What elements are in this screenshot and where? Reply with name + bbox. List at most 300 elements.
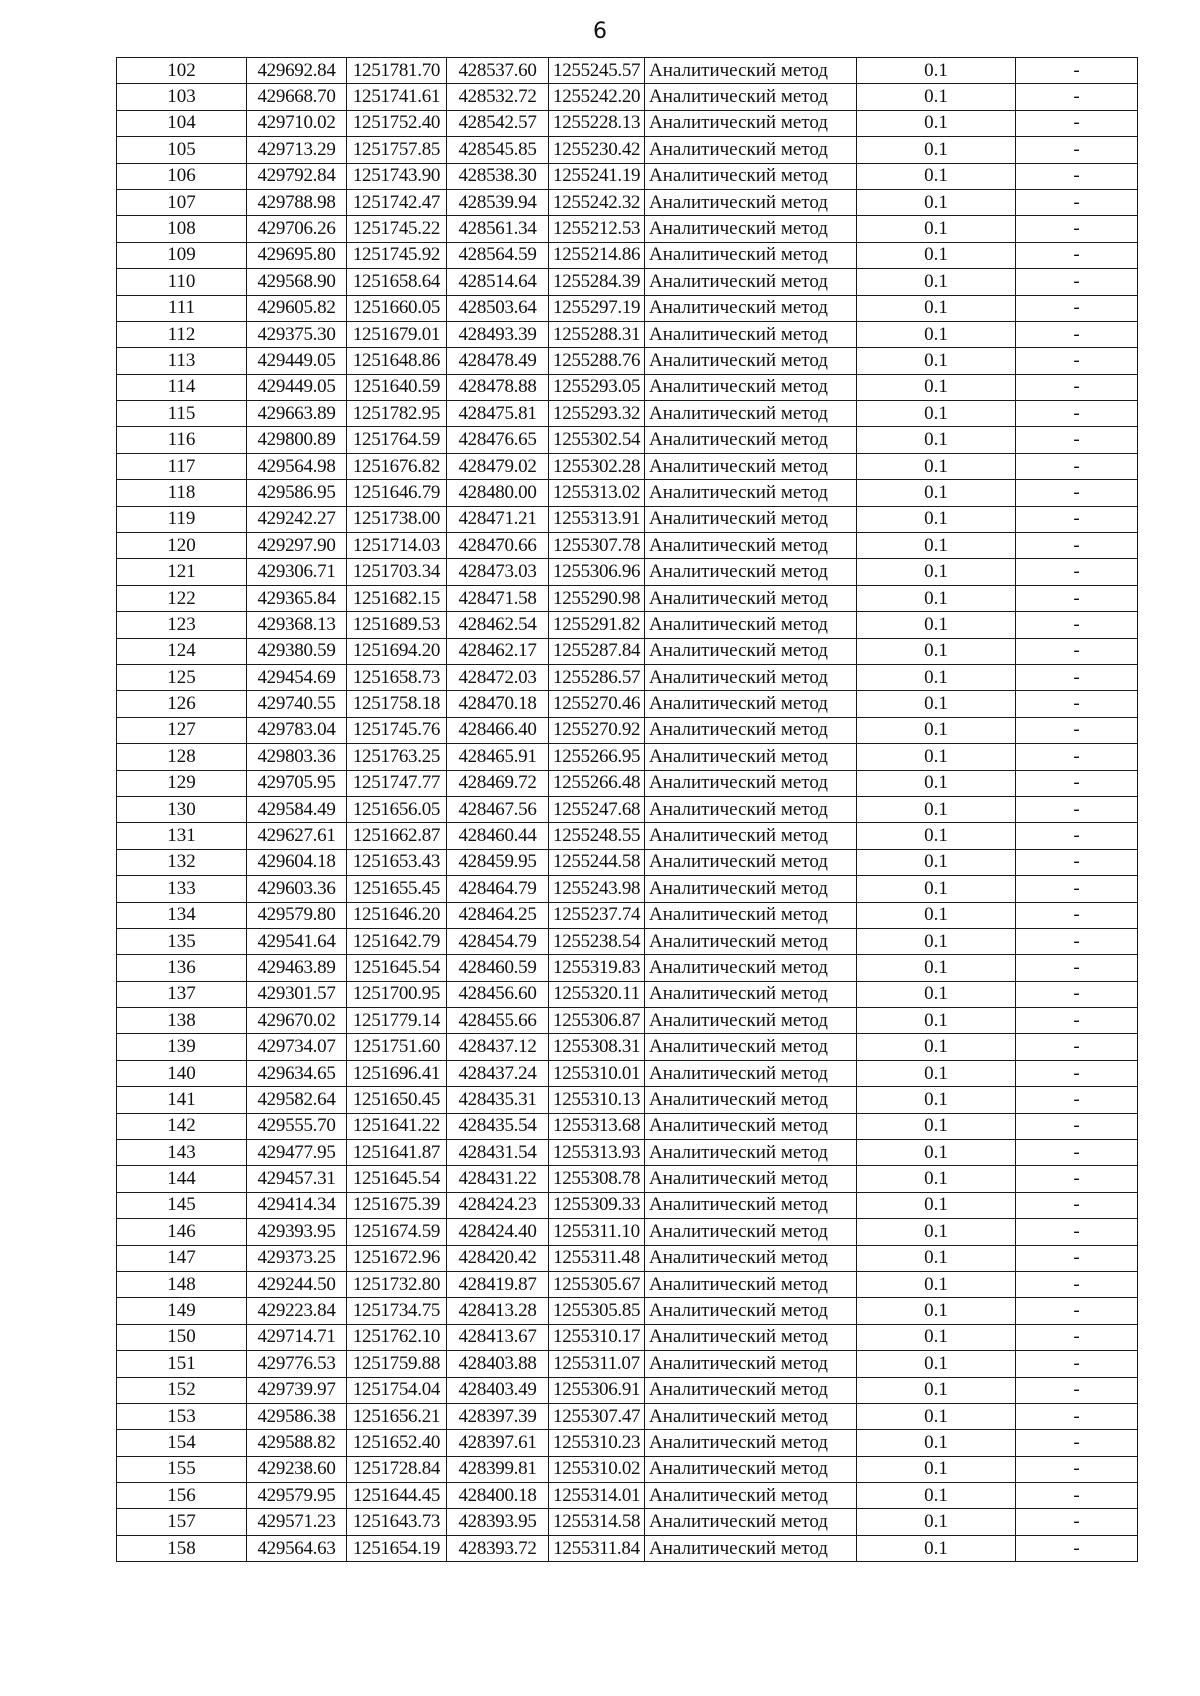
table-row [117,796,1138,822]
accuracy-cell: 0.1 [857,1245,1016,1271]
accuracy-cell: 0.1 [857,1113,1016,1139]
note-cell: - [1016,1271,1138,1297]
accuracy-cell: 0.1 [857,1060,1016,1086]
accuracy-cell: 0.1 [857,163,1016,189]
table-row [117,1271,1138,1297]
note-cell: - [1016,1377,1138,1403]
x2-cell: 428419.87 [447,1271,549,1297]
point-number-cell: 156 [117,1483,247,1509]
x2-cell: 428399.81 [447,1456,549,1482]
note-cell: - [1016,559,1138,585]
accuracy-cell: 0.1 [857,1403,1016,1429]
y1-cell: 1251655.45 [347,876,447,902]
y1-cell: 1251743.90 [347,163,447,189]
x2-cell: 428539.94 [447,189,549,215]
x1-cell: 429603.36 [247,876,347,902]
method-cell: Аналитический метод [645,110,857,136]
y2-cell: 1255245.57 [549,58,645,84]
point-number-cell: 119 [117,506,247,532]
table-row [117,110,1138,136]
x2-cell: 428455.66 [447,1008,549,1034]
method-cell: Аналитический метод [645,216,857,242]
note-cell: - [1016,1060,1138,1086]
note-cell: - [1016,1324,1138,1350]
point-number-cell: 122 [117,585,247,611]
table-row [117,1456,1138,1482]
accuracy-cell: 0.1 [857,1008,1016,1034]
accuracy-cell: 0.1 [857,295,1016,321]
point-number-cell: 150 [117,1324,247,1350]
x1-cell: 429568.90 [247,269,347,295]
note-cell: - [1016,1351,1138,1377]
x1-cell: 429792.84 [247,163,347,189]
y1-cell: 1251700.95 [347,981,447,1007]
point-number-cell: 132 [117,849,247,875]
y2-cell: 1255311.48 [549,1245,645,1271]
accuracy-cell: 0.1 [857,717,1016,743]
x2-cell: 428503.64 [447,295,549,321]
method-cell: Аналитический метод [645,1192,857,1218]
note-cell: - [1016,849,1138,875]
accuracy-cell: 0.1 [857,216,1016,242]
point-number-cell: 114 [117,374,247,400]
accuracy-cell: 0.1 [857,1087,1016,1113]
y1-cell: 1251645.54 [347,955,447,981]
method-cell: Аналитический метод [645,849,857,875]
y1-cell: 1251763.25 [347,744,447,770]
y2-cell: 1255288.76 [549,348,645,374]
method-cell: Аналитический метод [645,1140,857,1166]
table-row [117,84,1138,110]
note-cell: - [1016,533,1138,559]
y1-cell: 1251734.75 [347,1298,447,1324]
y2-cell: 1255297.19 [549,295,645,321]
accuracy-cell: 0.1 [857,401,1016,427]
x1-cell: 429586.95 [247,480,347,506]
note-cell: - [1016,321,1138,347]
x1-cell: 429706.26 [247,216,347,242]
x1-cell: 429393.95 [247,1219,347,1245]
x2-cell: 428460.44 [447,823,549,849]
note-cell: - [1016,374,1138,400]
note-cell: - [1016,1034,1138,1060]
note-cell: - [1016,1192,1138,1218]
method-cell: Аналитический метод [645,1509,857,1535]
y2-cell: 1255314.58 [549,1509,645,1535]
note-cell: - [1016,928,1138,954]
accuracy-cell: 0.1 [857,453,1016,479]
table-row [117,664,1138,690]
table-row [117,717,1138,743]
method-cell: Аналитический метод [645,1060,857,1086]
accuracy-cell: 0.1 [857,1034,1016,1060]
y1-cell: 1251745.22 [347,216,447,242]
x1-cell: 429739.97 [247,1377,347,1403]
note-cell: - [1016,876,1138,902]
method-cell: Аналитический метод [645,823,857,849]
method-cell: Аналитический метод [645,1324,857,1350]
method-cell: Аналитический метод [645,1430,857,1456]
method-cell: Аналитический метод [645,744,857,770]
x1-cell: 429238.60 [247,1456,347,1482]
table-row [117,374,1138,400]
point-number-cell: 137 [117,981,247,1007]
point-number-cell: 144 [117,1166,247,1192]
note-cell: - [1016,453,1138,479]
point-number-cell: 149 [117,1298,247,1324]
x2-cell: 428424.40 [447,1219,549,1245]
method-cell: Аналитический метод [645,1298,857,1324]
accuracy-cell: 0.1 [857,321,1016,347]
method-cell: Аналитический метод [645,928,857,954]
y2-cell: 1255302.28 [549,453,645,479]
point-number-cell: 136 [117,955,247,981]
note-cell: - [1016,902,1138,928]
y1-cell: 1251682.15 [347,585,447,611]
page-number: 6 [593,19,607,44]
x2-cell: 428471.21 [447,506,549,532]
y2-cell: 1255286.57 [549,664,645,690]
table-row [117,1060,1138,1086]
y1-cell: 1251757.85 [347,137,447,163]
x2-cell: 428459.95 [447,849,549,875]
y1-cell: 1251694.20 [347,638,447,664]
y1-cell: 1251754.04 [347,1377,447,1403]
y2-cell: 1255313.02 [549,480,645,506]
table-row [117,1430,1138,1456]
x2-cell: 428478.49 [447,348,549,374]
note-cell: - [1016,480,1138,506]
method-cell: Аналитический метод [645,638,857,664]
x2-cell: 428473.03 [447,559,549,585]
x2-cell: 428435.54 [447,1113,549,1139]
y2-cell: 1255248.55 [549,823,645,849]
note-cell: - [1016,1166,1138,1192]
table-row [117,902,1138,928]
point-number-cell: 127 [117,717,247,743]
x1-cell: 429692.84 [247,58,347,84]
accuracy-cell: 0.1 [857,902,1016,928]
accuracy-cell: 0.1 [857,1483,1016,1509]
table-row [117,1192,1138,1218]
point-number-cell: 145 [117,1192,247,1218]
y2-cell: 1255228.13 [549,110,645,136]
method-cell: Аналитический метод [645,480,857,506]
table-row [117,1166,1138,1192]
y2-cell: 1255241.19 [549,163,645,189]
x1-cell: 429588.82 [247,1430,347,1456]
y1-cell: 1251641.22 [347,1113,447,1139]
x2-cell: 428479.02 [447,453,549,479]
note-cell: - [1016,1008,1138,1034]
accuracy-cell: 0.1 [857,348,1016,374]
y1-cell: 1251654.19 [347,1535,447,1561]
accuracy-cell: 0.1 [857,480,1016,506]
method-cell: Аналитический метод [645,427,857,453]
table-row [117,427,1138,453]
accuracy-cell: 0.1 [857,559,1016,585]
table-row [117,1377,1138,1403]
accuracy-cell: 0.1 [857,1166,1016,1192]
point-number-cell: 120 [117,533,247,559]
accuracy-cell: 0.1 [857,928,1016,954]
method-cell: Аналитический метод [645,612,857,638]
y1-cell: 1251645.54 [347,1166,447,1192]
y2-cell: 1255238.54 [549,928,645,954]
x2-cell: 428462.17 [447,638,549,664]
table-row [117,189,1138,215]
x2-cell: 428493.39 [447,321,549,347]
x1-cell: 429301.57 [247,981,347,1007]
y2-cell: 1255266.48 [549,770,645,796]
x2-cell: 428400.18 [447,1483,549,1509]
x1-cell: 429783.04 [247,717,347,743]
x2-cell: 428476.65 [447,427,549,453]
point-number-cell: 130 [117,796,247,822]
table-row [117,401,1138,427]
note-cell: - [1016,1483,1138,1509]
accuracy-cell: 0.1 [857,612,1016,638]
x2-cell: 428467.56 [447,796,549,822]
accuracy-cell: 0.1 [857,585,1016,611]
x1-cell: 429368.13 [247,612,347,638]
point-number-cell: 139 [117,1034,247,1060]
point-number-cell: 152 [117,1377,247,1403]
x1-cell: 429670.02 [247,1008,347,1034]
table-row [117,269,1138,295]
x2-cell: 428454.79 [447,928,549,954]
method-cell: Аналитический метод [645,401,857,427]
x1-cell: 429734.07 [247,1034,347,1060]
x2-cell: 428545.85 [447,137,549,163]
x1-cell: 429244.50 [247,1271,347,1297]
method-cell: Аналитический метод [645,1483,857,1509]
y2-cell: 1255313.91 [549,506,645,532]
note-cell: - [1016,1403,1138,1429]
y1-cell: 1251751.60 [347,1034,447,1060]
point-number-cell: 140 [117,1060,247,1086]
x1-cell: 429713.29 [247,137,347,163]
point-number-cell: 102 [117,58,247,84]
note-cell: - [1016,1535,1138,1561]
note-cell: - [1016,770,1138,796]
y1-cell: 1251696.41 [347,1060,447,1086]
x2-cell: 428431.22 [447,1166,549,1192]
note-cell: - [1016,1430,1138,1456]
accuracy-cell: 0.1 [857,981,1016,1007]
table-row [117,453,1138,479]
method-cell: Аналитический метод [645,664,857,690]
accuracy-cell: 0.1 [857,1192,1016,1218]
x2-cell: 428532.72 [447,84,549,110]
y2-cell: 1255242.20 [549,84,645,110]
y1-cell: 1251643.73 [347,1509,447,1535]
y2-cell: 1255309.33 [549,1192,645,1218]
note-cell: - [1016,242,1138,268]
y1-cell: 1251752.40 [347,110,447,136]
note-cell: - [1016,1219,1138,1245]
method-cell: Аналитический метод [645,295,857,321]
table-row [117,295,1138,321]
point-number-cell: 141 [117,1087,247,1113]
y1-cell: 1251738.00 [347,506,447,532]
x1-cell: 429714.71 [247,1324,347,1350]
accuracy-cell: 0.1 [857,876,1016,902]
y2-cell: 1255307.47 [549,1403,645,1429]
accuracy-cell: 0.1 [857,1351,1016,1377]
x1-cell: 429710.02 [247,110,347,136]
x2-cell: 428397.61 [447,1430,549,1456]
x1-cell: 429449.05 [247,374,347,400]
y1-cell: 1251650.45 [347,1087,447,1113]
method-cell: Аналитический метод [645,1271,857,1297]
x2-cell: 428437.24 [447,1060,549,1086]
point-number-cell: 155 [117,1456,247,1482]
accuracy-cell: 0.1 [857,664,1016,690]
x1-cell: 429582.64 [247,1087,347,1113]
method-cell: Аналитический метод [645,691,857,717]
y2-cell: 1255270.92 [549,717,645,743]
x1-cell: 429242.27 [247,506,347,532]
x1-cell: 429564.98 [247,453,347,479]
point-number-cell: 107 [117,189,247,215]
method-cell: Аналитический метод [645,1456,857,1482]
accuracy-cell: 0.1 [857,1430,1016,1456]
y1-cell: 1251658.64 [347,269,447,295]
point-number-cell: 148 [117,1271,247,1297]
x1-cell: 429454.69 [247,664,347,690]
method-cell: Аналитический метод [645,955,857,981]
accuracy-cell: 0.1 [857,1509,1016,1535]
y2-cell: 1255247.68 [549,796,645,822]
table-row [117,480,1138,506]
y2-cell: 1255242.32 [549,189,645,215]
y1-cell: 1251762.10 [347,1324,447,1350]
point-number-cell: 104 [117,110,247,136]
method-cell: Аналитический метод [645,58,857,84]
note-cell: - [1016,84,1138,110]
point-number-cell: 116 [117,427,247,453]
y1-cell: 1251642.79 [347,928,447,954]
x2-cell: 428393.72 [447,1535,549,1561]
x2-cell: 428435.31 [447,1087,549,1113]
y1-cell: 1251672.96 [347,1245,447,1271]
y2-cell: 1255311.10 [549,1219,645,1245]
x1-cell: 429541.64 [247,928,347,954]
method-cell: Аналитический метод [645,1535,857,1561]
point-number-cell: 106 [117,163,247,189]
accuracy-cell: 0.1 [857,137,1016,163]
accuracy-cell: 0.1 [857,1535,1016,1561]
x2-cell: 428456.60 [447,981,549,1007]
y1-cell: 1251759.88 [347,1351,447,1377]
y1-cell: 1251781.70 [347,58,447,84]
x1-cell: 429297.90 [247,533,347,559]
accuracy-cell: 0.1 [857,1456,1016,1482]
y1-cell: 1251779.14 [347,1008,447,1034]
y1-cell: 1251662.87 [347,823,447,849]
method-cell: Аналитический метод [645,84,857,110]
method-cell: Аналитический метод [645,1377,857,1403]
x1-cell: 429788.98 [247,189,347,215]
table-row [117,1509,1138,1535]
y1-cell: 1251644.45 [347,1483,447,1509]
x2-cell: 428470.66 [447,533,549,559]
accuracy-cell: 0.1 [857,533,1016,559]
point-number-cell: 142 [117,1113,247,1139]
y2-cell: 1255244.58 [549,849,645,875]
x1-cell: 429627.61 [247,823,347,849]
table-row [117,691,1138,717]
method-cell: Аналитический метод [645,1113,857,1139]
point-number-cell: 105 [117,137,247,163]
x1-cell: 429634.65 [247,1060,347,1086]
accuracy-cell: 0.1 [857,823,1016,849]
table-row [117,1245,1138,1271]
accuracy-cell: 0.1 [857,374,1016,400]
point-number-cell: 157 [117,1509,247,1535]
y2-cell: 1255230.42 [549,137,645,163]
y2-cell: 1255284.39 [549,269,645,295]
accuracy-cell: 0.1 [857,269,1016,295]
x1-cell: 429740.55 [247,691,347,717]
note-cell: - [1016,638,1138,664]
point-number-cell: 125 [117,664,247,690]
note-cell: - [1016,1113,1138,1139]
method-cell: Аналитический метод [645,1034,857,1060]
x2-cell: 428561.34 [447,216,549,242]
y2-cell: 1255319.83 [549,955,645,981]
y2-cell: 1255306.87 [549,1008,645,1034]
method-cell: Аналитический метод [645,717,857,743]
note-cell: - [1016,585,1138,611]
x1-cell: 429457.31 [247,1166,347,1192]
point-number-cell: 133 [117,876,247,902]
method-cell: Аналитический метод [645,506,857,532]
point-number-cell: 126 [117,691,247,717]
method-cell: Аналитический метод [645,1219,857,1245]
method-cell: Аналитический метод [645,1008,857,1034]
x2-cell: 428542.57 [447,110,549,136]
x1-cell: 429604.18 [247,849,347,875]
point-number-cell: 111 [117,295,247,321]
y1-cell: 1251648.86 [347,348,447,374]
method-cell: Аналитический метод [645,796,857,822]
point-number-cell: 113 [117,348,247,374]
accuracy-cell: 0.1 [857,242,1016,268]
x2-cell: 428464.25 [447,902,549,928]
method-cell: Аналитический метод [645,585,857,611]
table-row [117,242,1138,268]
method-cell: Аналитический метод [645,163,857,189]
table-row [117,928,1138,954]
x2-cell: 428397.39 [447,1403,549,1429]
coordinates-table [116,57,1138,1562]
note-cell: - [1016,691,1138,717]
table-row [117,1219,1138,1245]
x2-cell: 428424.23 [447,1192,549,1218]
point-number-cell: 134 [117,902,247,928]
y2-cell: 1255288.31 [549,321,645,347]
method-cell: Аналитический метод [645,1166,857,1192]
note-cell: - [1016,137,1138,163]
method-cell: Аналитический метод [645,453,857,479]
table-row [117,1403,1138,1429]
x2-cell: 428431.54 [447,1140,549,1166]
x2-cell: 428538.30 [447,163,549,189]
table-row [117,1113,1138,1139]
x1-cell: 429380.59 [247,638,347,664]
